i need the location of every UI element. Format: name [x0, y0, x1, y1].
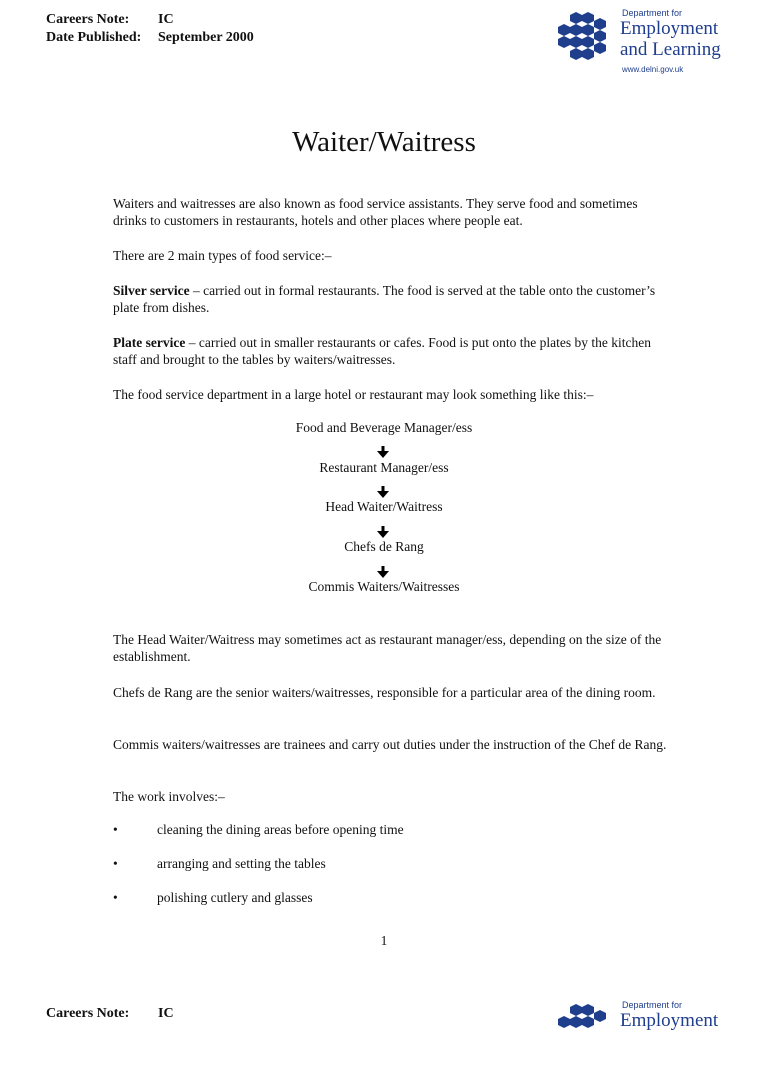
page-title: Waiter/Waitress — [292, 126, 476, 158]
silver-service-term: Silver service — [113, 283, 190, 298]
duty-text: cleaning the dining areas before opening time — [157, 822, 404, 837]
footer-hexagon-logo-icon — [556, 1002, 612, 1058]
work-intro: The work involves:– — [113, 789, 225, 804]
bullet-icon: • — [113, 822, 118, 837]
footer-logo-dept-text: Department for — [622, 1000, 683, 1010]
logo-learning-text: and Learning — [620, 39, 721, 60]
careers-note-label: Careers Note: — [46, 12, 130, 27]
duty-text: arranging and setting the tables — [157, 856, 326, 871]
commis-paragraph: Commis waiters/waitresses are trainees and carry out duties under the instruction of the Chef de Rang. — [113, 737, 667, 752]
down-arrow-icon — [377, 566, 389, 578]
plate-service-term: Plate service — [113, 335, 186, 350]
page-number: 1 — [380, 933, 388, 948]
bullet-icon: • — [113, 890, 118, 905]
date-published-value: September 2000 — [158, 30, 254, 45]
plate-service-text: – carried out in smaller restaurants or cafes. Food is put onto the plates by the kitchen staff and brought to the tables by waiters/waitresses. — [113, 335, 651, 367]
bullet-icon: • — [113, 856, 118, 871]
footer-del-logo — [556, 1000, 756, 1072]
del-logo — [556, 8, 756, 80]
silver-service-paragraph — [113, 282, 673, 316]
footer-careers-note-label: Careers Note: — [46, 1006, 130, 1021]
intro-paragraph: Waiters and waitresses are also known as food service assistants. They serve food and sometimes drinks to customers in restaurants, hotels and other places where people eat. — [113, 196, 638, 228]
date-published-row — [46, 30, 254, 46]
hierarchy-item: Food and Beverage Manager/ess — [295, 420, 473, 435]
logo-dept-text: Department for — [622, 8, 683, 18]
logo-url: www.delni.gov.uk — [622, 65, 684, 74]
hierarchy-item: Restaurant Manager/ess — [319, 460, 449, 475]
hierarchy-item: Head Waiter/Waitress — [325, 499, 443, 514]
down-arrow-icon — [377, 526, 389, 538]
footer-careers-note-value: IC — [158, 1006, 174, 1021]
silver-service-text: – carried out in formal restaurants. The food is served at the table onto the customer’s plate from dishes. — [113, 283, 656, 315]
chefs-de-rang-paragraph: Chefs de Rang are the senior waiters/waitresses, responsible for a particular area of the dining room. — [113, 685, 656, 700]
hexagon-logo-icon — [556, 10, 612, 66]
hierarchy-item: Chefs de Rang — [344, 539, 424, 554]
types-intro: There are 2 main types of food service:– — [113, 248, 332, 263]
footer-logo-employment-text: Employment — [620, 1010, 719, 1031]
down-arrow-icon — [377, 446, 389, 458]
list-item — [113, 822, 404, 838]
careers-note-value: IC — [158, 12, 174, 27]
list-item — [113, 890, 313, 906]
logo-employment-text: Employment — [620, 18, 719, 39]
down-arrow-icon — [377, 486, 389, 498]
plate-service-paragraph — [113, 334, 673, 368]
head-waiter-paragraph: The Head Waiter/Waitress may sometimes act as restaurant manager/ess, depending on the size of the establishment. — [113, 632, 662, 664]
hierarchy-item: Commis Waiters/Waitresses — [308, 579, 460, 594]
list-item — [113, 856, 326, 872]
date-published-label: Date Published: — [46, 30, 142, 45]
dept-intro: The food service department in a large hotel or restaurant may look something like this:– — [113, 387, 594, 402]
footer-careers-note-row — [46, 1006, 174, 1022]
duty-text: polishing cutlery and glasses — [157, 890, 313, 905]
careers-note-row — [46, 12, 174, 28]
